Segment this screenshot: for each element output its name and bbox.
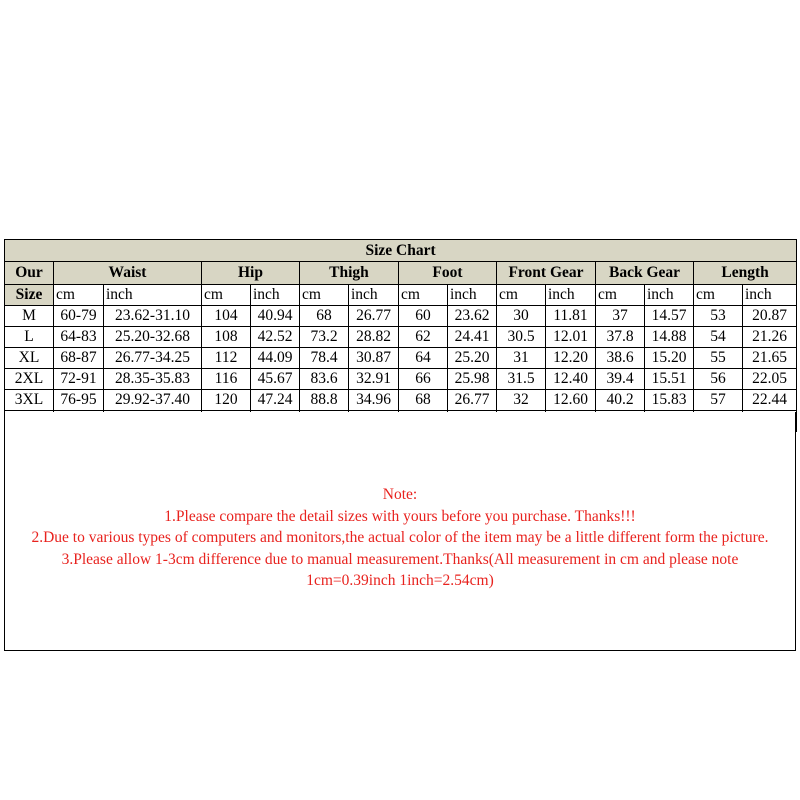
table-cell: 60 — [399, 306, 448, 327]
table-cell: 73.2 — [300, 327, 349, 348]
table-cell: 37.8 — [596, 327, 645, 348]
table-cell: 23.62-31.10 — [104, 306, 202, 327]
table-cell: 55 — [694, 348, 743, 369]
table-cell: 26.77-34.25 — [104, 348, 202, 369]
table-cell: 26.77 — [448, 390, 497, 411]
table-cell: 38.6 — [596, 348, 645, 369]
unit-cm: cm — [497, 285, 546, 306]
group-header-row — [5, 262, 797, 285]
table-cell: 40.94 — [251, 306, 300, 327]
note-line-2: 2.Due to various types of computers and monitors,the actual color of the item may be a little different form the picture. — [31, 529, 769, 546]
table-cell: 108 — [202, 327, 251, 348]
table-cell: 56 — [694, 369, 743, 390]
table-cell: 78.4 — [300, 348, 349, 369]
table-cell: 15.20 — [645, 348, 694, 369]
table-cell: 66 — [399, 369, 448, 390]
table-cell: 29.92-37.40 — [104, 390, 202, 411]
table-cell: 11.81 — [546, 306, 596, 327]
table-cell: 83.6 — [300, 369, 349, 390]
table-cell: 76-95 — [54, 390, 104, 411]
title-row — [5, 240, 797, 262]
size-cell: 3XL — [5, 390, 54, 411]
table-row — [5, 327, 797, 348]
group-header-hip: Hip — [202, 262, 300, 285]
table-cell: 31 — [497, 348, 546, 369]
table-cell: 28.35-35.83 — [104, 369, 202, 390]
table-cell: 30.87 — [349, 348, 399, 369]
table-cell: 112 — [202, 348, 251, 369]
unit-cm: cm — [694, 285, 743, 306]
table-cell: 39.4 — [596, 369, 645, 390]
unit-inch: inch — [546, 285, 596, 306]
table-row — [5, 306, 797, 327]
table-cell: 60-79 — [54, 306, 104, 327]
size-cell: L — [5, 327, 54, 348]
unit-header-row — [5, 285, 797, 306]
unit-inch: inch — [448, 285, 497, 306]
table-row — [5, 369, 797, 390]
table-cell: 42.52 — [251, 327, 300, 348]
note-line-3: 3.Please allow 1-3cm difference due to manual measurement.Thanks(All measurement in cm and please note 1cm=0.39inch 1inch=2.54cm) — [61, 550, 739, 589]
unit-cm: cm — [399, 285, 448, 306]
unit-inch: inch — [743, 285, 797, 306]
table-cell: 64-83 — [54, 327, 104, 348]
table-cell: 68 — [300, 306, 349, 327]
size-chart-table — [4, 239, 797, 432]
note-box — [4, 412, 796, 651]
table-cell: 12.40 — [546, 369, 596, 390]
table-cell: 21.26 — [743, 327, 797, 348]
table-row — [5, 348, 797, 369]
table-row — [5, 390, 797, 411]
chart-title: Size Chart — [5, 240, 797, 262]
size-cell: 2XL — [5, 369, 54, 390]
table-cell: 14.88 — [645, 327, 694, 348]
table-cell: 116 — [202, 369, 251, 390]
group-header-length: Length — [694, 262, 797, 285]
size-cell: XL — [5, 348, 54, 369]
unit-cm: cm — [202, 285, 251, 306]
table-cell: 25.20 — [448, 348, 497, 369]
table-cell: 24.41 — [448, 327, 497, 348]
group-header-foot: Foot — [399, 262, 497, 285]
note-text — [25, 484, 775, 592]
table-cell: 25.20-32.68 — [104, 327, 202, 348]
table-cell: 15.83 — [645, 390, 694, 411]
table-cell: 22.44 — [743, 390, 797, 411]
table-cell: 64 — [399, 348, 448, 369]
note-heading: Note: — [382, 486, 418, 503]
table-cell: 57 — [694, 390, 743, 411]
table-cell: 26.77 — [349, 306, 399, 327]
table-cell: 15.51 — [645, 369, 694, 390]
group-header-thigh: Thigh — [300, 262, 399, 285]
table-cell: 21.65 — [743, 348, 797, 369]
table-cell: 23.62 — [448, 306, 497, 327]
table-cell: 34.96 — [349, 390, 399, 411]
size-cell: M — [5, 306, 54, 327]
table-cell: 40.2 — [596, 390, 645, 411]
table-cell: 72-91 — [54, 369, 104, 390]
group-header-waist: Waist — [54, 262, 202, 285]
table-cell: 32 — [497, 390, 546, 411]
table-cell: 31.5 — [497, 369, 546, 390]
table-cell: 37 — [596, 306, 645, 327]
table-cell: 62 — [399, 327, 448, 348]
table-cell: 68-87 — [54, 348, 104, 369]
size-header-top: Our — [5, 262, 54, 285]
unit-inch: inch — [349, 285, 399, 306]
table-cell: 44.09 — [251, 348, 300, 369]
unit-cm: cm — [596, 285, 645, 306]
unit-cm: cm — [300, 285, 349, 306]
table-cell: 30.5 — [497, 327, 546, 348]
table-cell: 120 — [202, 390, 251, 411]
table-cell: 45.67 — [251, 369, 300, 390]
unit-inch: inch — [251, 285, 300, 306]
table-cell: 32.91 — [349, 369, 399, 390]
table-cell: 22.05 — [743, 369, 797, 390]
table-cell: 14.57 — [645, 306, 694, 327]
table-cell: 12.01 — [546, 327, 596, 348]
group-header-front-gear: Front Gear — [497, 262, 596, 285]
table-cell: 88.8 — [300, 390, 349, 411]
table-cell: 54 — [694, 327, 743, 348]
table-cell: 47.24 — [251, 390, 300, 411]
table-cell: 53 — [694, 306, 743, 327]
table-cell: 25.98 — [448, 369, 497, 390]
table-cell: 104 — [202, 306, 251, 327]
size-header-bottom: Size — [5, 285, 54, 306]
table-cell: 68 — [399, 390, 448, 411]
note-line-1: 1.Please compare the detail sizes with yours before you purchase. Thanks!!! — [164, 507, 636, 525]
table-cell: 12.20 — [546, 348, 596, 369]
unit-inch: inch — [104, 285, 202, 306]
table-cell: 20.87 — [743, 306, 797, 327]
table-cell: 28.82 — [349, 327, 399, 348]
table-cell: 30 — [497, 306, 546, 327]
group-header-back-gear: Back Gear — [596, 262, 694, 285]
table-cell: 12.60 — [546, 390, 596, 411]
unit-inch: inch — [645, 285, 694, 306]
unit-cm: cm — [54, 285, 104, 306]
